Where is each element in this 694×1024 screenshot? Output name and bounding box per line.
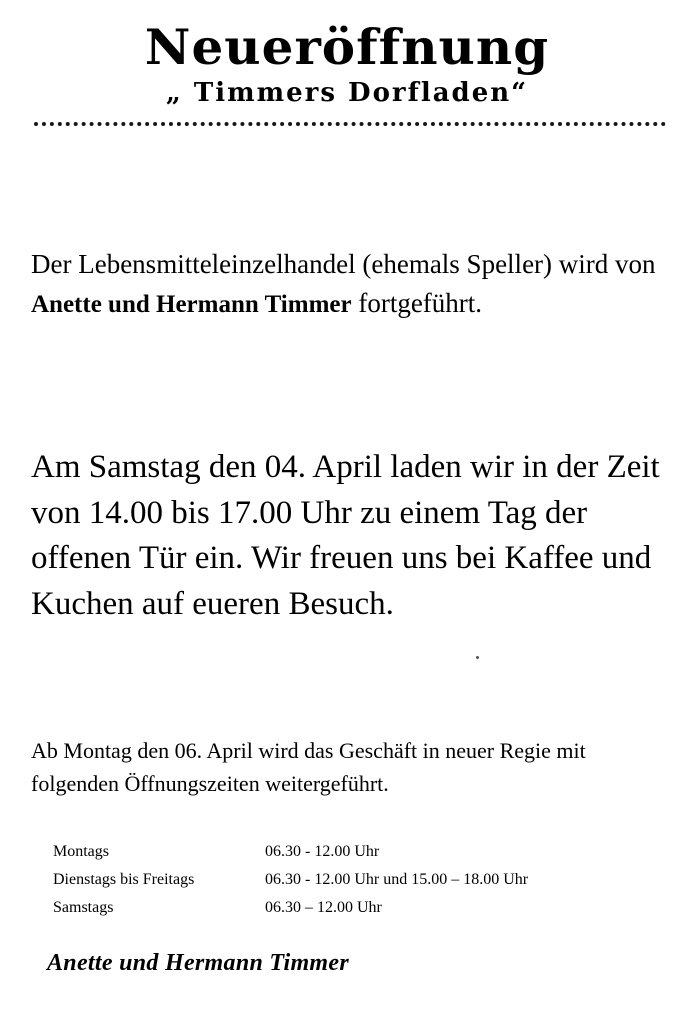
intro-text-before: Der Lebensmitteleinzelhandel (ehemals Speller) wird von — [31, 249, 656, 279]
intro-paragraph — [31, 245, 667, 323]
hours-day: Samstags — [53, 898, 114, 916]
hours-times: 06.30 - 12.00 Uhr und 15.00 – 18.00 Uhr — [265, 870, 529, 888]
table-row — [53, 896, 653, 924]
dotted-divider — [34, 118, 666, 126]
header — [0, 0, 694, 108]
owner-names: Anette und Hermann Timmer — [31, 291, 352, 319]
hours-times: 06.30 – 12.00 Uhr — [265, 898, 382, 916]
table-row — [53, 840, 653, 868]
hours-day: Dienstags bis Freitags — [53, 870, 195, 888]
invitation-paragraph: Am Samstag den 04. April laden wir in der Zeit von 14.00 bis 17.00 Uhr zu einem Tag der offenen Tür ein. Wir freuen uns bei Kaffee und Kuchen auf eueren Besuch. — [31, 449, 660, 622]
opening-hours-table — [53, 840, 653, 923]
intro-text-after: fortgeführt. — [351, 288, 483, 319]
page-title: Neueröffnung — [144, 18, 550, 76]
page-subtitle: „ Timmers Dorfladen“ — [165, 78, 529, 109]
scan-speck — [476, 656, 479, 659]
hours-day: Montags — [53, 843, 109, 860]
signature: Anette und Hermann Timmer — [47, 950, 349, 976]
table-row — [53, 868, 653, 896]
hours-times: 06.30 - 12.00 Uhr — [265, 843, 380, 860]
hours-intro-paragraph: Ab Montag den 06. April wird das Geschäft in neuer Regie mit folgenden Öffnungszeiten weitergeführt. — [31, 738, 586, 796]
